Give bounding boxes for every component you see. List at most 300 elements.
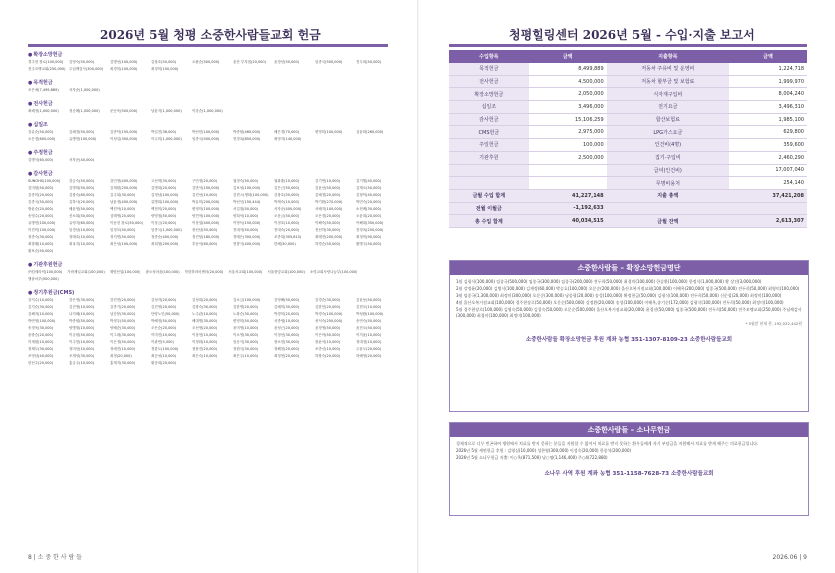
income-item: CMS헌금 <box>449 126 529 139</box>
donor-entry: 정지연(50,000) <box>110 235 136 239</box>
expense-item: 저동차 할부금 및 보험료 <box>607 75 729 88</box>
offering-section <box>28 171 398 255</box>
expense-amount: 1,224,718 <box>729 63 807 75</box>
donor-entry: 박재숙(10,000) <box>274 200 300 204</box>
donor-entry: 김해자(10,000) <box>28 312 54 316</box>
grand-income-label: 총 수입 합계 <box>449 215 529 228</box>
hope-offering-body <box>450 275 808 347</box>
donor-entry: 이은정(50,000) <box>110 340 136 344</box>
donor-entry: 최례진(200,000) <box>315 235 343 239</box>
donor-entry: 김재원(250,000) <box>110 186 138 190</box>
pine-income-line: 2026년 5월 세연헌금 후원 : 김영실(10,000) 성찬영(300,000) 이성숙(20,000) 한종석(200,000) <box>456 448 632 453</box>
donor-entry: 양병철(10,000) <box>69 326 95 330</box>
donor-entry: 전정옥(850,000) <box>233 137 261 141</box>
income-amount: 2,500,000 <box>529 151 607 164</box>
donor-entry: 김진영(20,000) <box>151 305 177 309</box>
donor-entry: 임종국(500,000) <box>192 137 220 141</box>
donor-entry: 서울서교회(100,000) <box>228 270 263 274</box>
donor-entry: 정순례(1,000,000) <box>69 109 100 113</box>
donor-entry: 최은숙(10,000) <box>192 354 218 358</box>
donor-entry: 임경남(10,000) <box>69 228 95 232</box>
total-income-label: 금월 수입 합계 <box>449 189 529 202</box>
donor-entry: 최승성(10,000) <box>151 354 177 358</box>
donor-entry: 김종덕(150,000) <box>110 130 138 134</box>
total-expense-value: 37,421,208 <box>729 189 807 202</box>
donor-entry: 하창숙(20,000) <box>315 354 341 358</box>
donor-entry: 송영수(20,000) <box>28 214 54 218</box>
donor-entry: 조재성(30,000) <box>69 354 95 358</box>
donor-entry: 김명희(50,000) <box>69 186 95 190</box>
donor-entry: 김한명(20,000) <box>233 305 259 309</box>
donor-entry: 소망교회사랑나눔부(100,000) <box>309 270 358 274</box>
table-row <box>449 75 807 88</box>
pine-offering-title: 소중한사람들 – 소나무헌금 <box>450 423 808 437</box>
donor-entry: 장윤석(10,000) <box>315 340 341 344</box>
donor-entry: 주님께감사(300,000) <box>69 67 104 71</box>
donor-list <box>28 87 398 94</box>
title-underline <box>28 44 388 47</box>
donor-entry: 이진미(150,000) <box>28 228 56 232</box>
donor-entry: 김창숙(60,000) <box>69 193 95 197</box>
donor-entry: 경주현 장로(100,000) <box>28 60 64 64</box>
donor-entry: 배은경(70,000) <box>274 130 300 134</box>
income-item: 확장소망헌금 <box>449 88 529 101</box>
hope-offering-box <box>449 260 809 412</box>
donor-entry: 서자준(400,000) <box>274 207 302 211</box>
section-title: ● 주정헌금 <box>28 150 398 157</box>
donor-entry: 정태은(300,000) <box>233 235 261 239</box>
donor-entry: 현향식(400,000) <box>233 242 261 246</box>
donor-entry: 양영철(50,000) <box>151 214 177 218</box>
donor-entry: 강금숙(50,000) <box>69 179 95 183</box>
donor-entry: 김병선(100,000) <box>110 60 138 64</box>
donor-entry: 조영남(40,000) <box>28 354 54 358</box>
donor-entry: 김종미(20,000) <box>28 193 54 197</box>
donor-entry: 정태호(10,000) <box>69 235 95 239</box>
carryover-label: 전월 이월금 <box>449 202 529 215</box>
donor-entry: 김현모(10,000) <box>356 305 382 309</box>
donor-entry: 광오성마을(100,000) <box>145 270 180 274</box>
donor-entry: 방윤순(20,000) <box>28 207 54 211</box>
donor-entry: 변영미(100,000) <box>315 130 343 134</box>
table-row <box>449 126 807 139</box>
donor-entry: 이영득(150,000) <box>233 221 261 225</box>
table-row <box>449 139 807 152</box>
pine-offering-box <box>449 422 809 516</box>
donor-entry: 최희형(200,000) <box>151 242 179 246</box>
donor-entry: 서길철(50,000) <box>233 207 259 211</box>
offering-section <box>28 150 398 164</box>
donor-entry: 박민숙(20,000) <box>356 200 382 204</box>
table-row <box>449 88 807 101</box>
donor-entry: 구민정(20,000) <box>192 179 218 183</box>
donor-list <box>28 269 398 283</box>
donor-entry: 배대명(30,000) <box>192 319 218 323</box>
table-row <box>449 177 807 190</box>
donor-entry: 김윤선(50,000) <box>315 186 341 190</box>
donor-entry: 김진영(10,000) <box>69 305 95 309</box>
donor-entry: 박경숙(100,000) <box>315 312 343 316</box>
donor-entry: 고선혁(30,000) <box>151 179 177 183</box>
section-title: ● 전사헌금 <box>28 101 398 108</box>
income-amount: 4,500,000 <box>529 75 607 88</box>
donor-entry: 북한하라마센터(20,000) <box>184 270 224 274</box>
hope-month-line: 1월 김평식(100,000) 임종국(500,000) 임종국(300,000) 임종국(200,000) 전두희(50,000) 최경미(100,000) 한승환(100,000) 한정식(1,000,000) 황 상진(3,000,000) <box>456 279 762 284</box>
donor-entry: 임정모(50,000) <box>110 228 136 232</box>
donor-entry: 김만석(150,000) <box>192 186 220 190</box>
donor-entry: 하경순(50,000) <box>315 242 341 246</box>
section-title: ● 십일조 <box>28 122 398 129</box>
donor-entry: 김혜미(30,000) <box>274 305 300 309</box>
expense-item: 전기요금 <box>607 101 729 114</box>
donor-entry: 김소금(100,000) <box>233 298 261 302</box>
donor-entry: 황병주(50,000) <box>356 242 382 246</box>
donor-entry: 강유순(50,000) <box>28 130 54 134</box>
donor-entry: 장소현(30,000) <box>274 340 300 344</box>
donor-entry: 이정호(10,000) <box>274 221 300 225</box>
donor-entry: 정해천(20,000) <box>274 347 300 351</box>
donor-entry: 남순봉(30,000) <box>110 312 136 316</box>
donor-entry: 윤미영(10,000) <box>233 326 259 330</box>
donor-entry: 변영미(50,000) <box>233 319 259 323</box>
donor-entry: 김혜정(20,000) <box>315 193 341 197</box>
donor-entry: 조은애(7,499,889) <box>28 88 59 92</box>
donor-entry: 정제도(30,000) <box>28 347 54 351</box>
donor-entry: 유병현(100,000) <box>69 137 97 141</box>
donor-entry: 임운식(30,000) <box>233 340 259 344</box>
income-amount <box>529 177 607 190</box>
donor-entry: 김혜정(50,000) <box>69 130 95 134</box>
donor-entry: 유병현(100,000) <box>28 221 56 225</box>
donor-entry: 황준희(20,000) <box>151 361 177 365</box>
hope-account-info: 소중한사람들 확장소망헌금 후원 계좌 농협 351-1307-8109-23 소중한사람들교회 <box>525 337 733 343</box>
table-row <box>449 63 807 75</box>
donor-entry: 김한민(20,000) <box>315 305 341 309</box>
expense-amount: 1,999,970 <box>729 75 807 88</box>
donor-entry: 오은경(600,000) <box>28 137 56 141</box>
donor-entry: 정종순(400,000) <box>151 235 179 239</box>
donor-entry: 박선민(100,000) <box>192 130 220 134</box>
donor-entry: 박연영(100,000) <box>28 319 56 323</box>
donor-entry: 정진당(180,000) <box>192 235 220 239</box>
donor-entry: 김명희(20,000) <box>151 186 177 190</box>
donor-entry: 유영지(60,000) <box>69 221 95 225</box>
empty-cell <box>729 202 807 215</box>
balance-value: 2,613,307 <box>729 215 807 228</box>
donor-entry: 최은주(10,000) <box>233 354 259 358</box>
income-item <box>449 177 529 190</box>
donor-entry: 최경미(100,000) <box>110 67 138 71</box>
donor-entry: 임종국(1,000,000) <box>151 228 182 232</box>
donor-entry: 박선인(150,444) <box>233 200 261 204</box>
donor-entry: 박성환(100,000) <box>356 312 384 316</box>
hope-month-line: 3월 임종국(1,300,000) 최정미(300,000) 오문순(300,000) 남종평(20,000) 송성(100,000) 확정헌금(50,000) 김평식(100,000) 전두희(50,000) 신준철(20,000) 최정미(100,000) <box>456 293 782 298</box>
offering-section <box>28 122 398 143</box>
income-item: 주일헌금 <box>449 139 529 152</box>
donor-entry: 한선주(20,000) <box>28 361 54 365</box>
donor-entry: 정한도(100,000) <box>151 347 179 351</box>
donor-entry: 이상열(400,000) <box>192 221 220 225</box>
income-item: 십일조 <box>449 101 529 114</box>
section-title: ● 정기후원금(CMS) <box>28 290 398 297</box>
income-item: 감사헌금 <box>449 113 529 126</box>
donor-entry: 윤경선(50,000) <box>274 60 300 64</box>
donor-entry: 전두희(50,000) <box>356 60 382 64</box>
donor-entry: 이상금(20,000) <box>151 221 177 225</box>
table-row <box>449 113 807 126</box>
donor-entry: 김재오(50,000) <box>356 186 382 190</box>
empty-cell <box>607 202 729 215</box>
donor-list <box>28 59 398 73</box>
donor-entry: 서자준(40,000) <box>69 158 95 162</box>
table-row <box>449 164 807 177</box>
donor-entry: 전대숙(20,000) <box>274 228 300 232</box>
donor-entry: 울산 부자집(20,000) <box>233 60 266 64</box>
donor-entry: 단양노인(50,000) <box>151 312 180 316</box>
donor-entry: 강인영(400,000) <box>110 179 138 183</box>
donor-entry: 이해숙(50,000) <box>315 221 341 225</box>
offering-section <box>28 52 398 73</box>
donor-list <box>28 178 398 255</box>
right-page-title: 청평힐링센터 2026년 5월 - 수입·지출 보고서 <box>509 28 755 42</box>
expense-item: 식자재구입비 <box>607 88 729 101</box>
donor-entry: 권화춘(10,000) <box>274 179 300 183</box>
donor-entry: 김형덕(40,000) <box>356 193 382 197</box>
expense-item: 무명비용처 <box>607 177 729 190</box>
col-expense-amount: 금액 <box>729 50 807 63</box>
offering-section <box>28 262 398 283</box>
donor-entry: 김성희(20,000) <box>192 298 218 302</box>
donor-entry: 박기환(270,000) <box>315 200 343 204</box>
donor-entry: 김경순(30,000) <box>315 298 341 302</box>
donor-entry: 심태영(20,000) <box>110 214 136 218</box>
donor-entry: ㈜킴세라믹(100,000) <box>28 270 63 274</box>
hope-month-line: 2월 강정윤(20,000) 김병식(100,000) 김재정(60,000) 박승호(100,000) 오문순(200,000) 울산오복거점교회(100,000) 이혜옥(200,000) 임종국(500,000) 전두희(50,000) 최영미(100,000) <box>456 286 800 291</box>
donor-entry: 서종엽(10,000) <box>274 319 300 323</box>
donor-entry: 김미원(50,000) <box>28 186 54 190</box>
donor-entry: 류병희(100,000) <box>151 200 179 204</box>
donor-entry: 정미선(10,000) <box>69 347 95 351</box>
left-page-title: 2026년 5월 청평 소중한사람들교회 헌금 <box>100 28 321 42</box>
donor-entry: 전대자(50,000) <box>233 228 259 232</box>
donor-entry: 권정숙(50,000) <box>233 179 259 183</box>
donor-entry: 윤성근(20,000) <box>274 326 300 330</box>
donor-entry: 백진아(10,000) <box>110 207 136 211</box>
donor-entry: 최정(20,000) <box>110 354 132 358</box>
donor-entry: 노주관(10,000) <box>192 312 218 316</box>
donor-entry: 오선영(20,000) <box>192 326 218 330</box>
expense-amount: 1,985,100 <box>729 113 807 126</box>
donor-entry: 김성자(20,000) <box>151 298 177 302</box>
donor-entry: 최정미(90,000) <box>356 235 382 239</box>
donor-entry: 박길진(36,000) <box>151 130 177 134</box>
donor-entry: 김창숙(30,000) <box>192 305 218 309</box>
donor-list <box>28 129 398 143</box>
donor-entry: 행솔마루(500,000) <box>28 277 59 281</box>
donor-entry: 이그데(30,000) <box>110 333 136 337</box>
income-amount: 2,050,000 <box>529 88 607 101</box>
expense-item: 급여(인건비) <box>607 164 729 177</box>
donor-entry: 홍금주(10,000) <box>69 361 95 365</box>
donor-entry: 김정남(100,000) <box>151 193 179 197</box>
donor-entry: 문승욱(500,000) <box>110 109 138 113</box>
donor-entry: 박유미(200,000) <box>192 200 220 204</box>
income-amount: 3,496,000 <box>529 101 607 114</box>
donor-entry: 김하사(20,000) <box>69 200 95 204</box>
donor-entry: 전주꼬맹교회(250,000) <box>28 67 66 71</box>
table-carryover-row <box>449 202 807 215</box>
donor-entry: 전선하(30,000) <box>315 228 341 232</box>
donor-entry: 김창호(50,000) <box>151 60 177 64</box>
expense-amount: 8,004,240 <box>729 88 807 101</box>
left-page <box>0 0 417 573</box>
col-income-item: 수입항목 <box>449 50 529 63</box>
income-item: 전사헌금 <box>449 75 529 88</box>
donor-entry: 이판빈(5,000) <box>151 340 174 344</box>
expense-item: 집기·구입비 <box>607 151 729 164</box>
donor-entry: 변영미(100,000) <box>192 207 220 211</box>
donor-entry: 이주현(10,000) <box>69 340 95 344</box>
donor-entry: 주윤도(20,000) <box>356 347 382 351</box>
donor-entry: 남윤정(400,000) <box>110 200 138 204</box>
donor-entry: 조종희(305,815) <box>274 235 302 239</box>
expense-amount: 17,007,040 <box>729 164 807 177</box>
donor-entry: 나지혜(10,000) <box>69 312 95 316</box>
donor-entry: 정종숙(30,000) <box>28 235 54 239</box>
donor-entry: 이해희(350,000) <box>356 221 384 225</box>
donor-entry: 김종기(20,000) <box>110 305 136 309</box>
donor-entry: 송정욱(30,000) <box>28 326 54 330</box>
cumulative-note: * 5월말 현재 총, 192,032,442원 <box>745 321 802 326</box>
hope-month-line: 5월 경주현장로(100,000) 김영숙(50,000) 김창숙(50,000) 오문순(500,000) 울산오복거점교회(20,000) 윤경선(50,000) 임종국(500,000) 전두희(50,000) 전주꼬맹교회(250,000) 주님께감사(300,000) 최경미(100,000) 최정미(100,000) <box>456 307 802 318</box>
donor-entry: 김기연(10,000) <box>315 179 341 183</box>
pine-account-info: 소나무 사역 후원 계좌 농협 351-1158-7628-73 소중한사람들교회 <box>544 471 714 477</box>
section-title: ● 확장소망헌금 <box>28 52 398 59</box>
grand-income-value: 40,034,515 <box>529 215 607 228</box>
donor-entry: 전정옥(250,000) <box>356 228 384 232</box>
donor-entry: 이은아(50,000) <box>315 333 341 337</box>
income-amount: 100,000 <box>529 139 607 152</box>
col-expense-item: 지출항목 <box>607 50 729 63</box>
donor-entry: 계양산업(100,000) <box>109 270 141 274</box>
table-total-row <box>449 189 807 202</box>
donor-entry: 소현례(30,000) <box>356 207 382 211</box>
donor-entry: 오은순(20,000) <box>151 326 177 330</box>
donor-entry: 서울중앙교회(100,000) <box>267 270 305 274</box>
donor-entry: 박정우(50,000) <box>110 319 136 323</box>
expense-item: LPG가스요금 <box>607 126 729 139</box>
income-amount: 2,975,000 <box>529 126 607 139</box>
income-expense-table <box>449 50 807 228</box>
hope-offering-title: 소중한사람들 – 확장소망헌금명단 <box>450 261 808 275</box>
donor-entry: 양희석(10,000) <box>233 214 259 218</box>
donor-entry: 이규원(50,000) <box>69 333 95 337</box>
right-page <box>419 0 835 573</box>
table-row <box>449 151 807 164</box>
expense-amount: 629,800 <box>729 126 807 139</box>
donor-entry: 하혜영(20,000) <box>356 354 382 358</box>
donor-entry: 강진현(20,000) <box>110 298 136 302</box>
donor-entry: 박종원(50,000) <box>69 319 95 323</box>
donor-entry: 이수미(1,000,000) <box>151 137 182 141</box>
donor-entry: 정원국(30,000) <box>233 347 259 351</box>
col-income-amount: 금액 <box>529 50 607 63</box>
donor-entry: 남윤지(1,000,000) <box>151 109 182 113</box>
income-amount: 15,106,259 <box>529 113 607 126</box>
donor-entry: 이미진(10,000) <box>151 333 177 337</box>
donor-entry: 황보순(50,000) <box>28 249 54 253</box>
income-item: 기관후원 <box>449 151 529 164</box>
donor-entry: 임종국(500,000) <box>315 60 343 64</box>
hope-month-line: 4월 울산오복거점교회(100,000) 경주현장로(50,000) 오문순(500,000) 강정환(20,000) 송성(100,000) 이해옥,송기순(172,000) 김평식(100,000) 전두희(50,000) 최정미(100,000) <box>456 300 784 305</box>
donor-entry: 백현미(20,000) <box>151 207 177 211</box>
donor-entry: 강은영(30,000) <box>69 298 95 302</box>
donor-entry: 서자준(1,000,000) <box>69 88 100 92</box>
donor-entry: 최은성(100,000) <box>110 242 138 246</box>
donor-entry: 가락제일교회(100,000) <box>67 270 105 274</box>
donor-entry: 최향래(10,000) <box>28 242 54 246</box>
expense-item: 합산보험료 <box>607 113 729 126</box>
donor-entry: 노화순(30,000) <box>233 312 259 316</box>
donor-entry: 김진선(10,000) <box>192 193 218 197</box>
income-amount: 8,499,889 <box>529 63 607 75</box>
expense-amount: 3,496,310 <box>729 101 807 114</box>
donor-entry: 김현스(생화(100,000) <box>233 193 269 197</box>
expense-item: 저동차 주유비 및 운영비 <box>607 63 729 75</box>
donor-entry: 김윤동(50,000) <box>356 298 382 302</box>
expense-amount: 254,140 <box>729 177 807 190</box>
donor-entry: 강지수(10,000) <box>28 298 54 302</box>
donor-entry: 이소영(30,000) <box>233 333 259 337</box>
donor-entry: 박종원(460,000) <box>233 130 261 134</box>
donor-entry: 추동석(60,000) <box>192 242 218 246</box>
donor-entry: 김주희(30,000) <box>110 193 136 197</box>
donor-entry: 정용진(20,000) <box>192 347 218 351</box>
donor-entry: 심윤화(260,000) <box>356 130 384 134</box>
donor-list <box>28 297 398 367</box>
total-expense-label: 지출 총액 <box>607 189 729 202</box>
table-row <box>449 101 807 114</box>
donor-entry: 윤진오(50,000) <box>356 326 382 330</box>
donor-entry: 정대정(10,000) <box>356 340 382 344</box>
donor-entry: 최정미(100,000) <box>151 67 179 71</box>
donor-entry: 최옥지(10,000) <box>69 242 95 246</box>
donor-entry: 이강순(1,000,000) <box>192 109 223 113</box>
donor-entry: 정예진(10,000) <box>110 347 136 351</box>
pine-expense-line: 2026년 5월 소나무헌금 지출: 이○옥(871,500) 남○명(1,146,400) 주○4(722,880) <box>456 455 608 460</box>
donor-entry: 배윤영(50,000) <box>69 207 95 211</box>
table-header-row <box>449 50 807 63</box>
income-item <box>449 164 529 177</box>
donor-entry: 양진혁(100,000) <box>192 214 220 218</box>
donor-entry: 조종신(10,000) <box>315 347 341 351</box>
offering-section <box>28 290 398 367</box>
section-title: ● 목적헌금 <box>28 80 398 87</box>
donor-entry: 성석숙(250,000) <box>315 319 343 323</box>
donor-entry: 이동천 장로(50,000) <box>110 221 143 225</box>
donor-entry: 송연숙(50,000) <box>356 319 382 323</box>
pine-description: 경제적으로 너무 빈곤하여 병원에서 치료를 받지 못하는 분들을 지원할 수 없어서 치료를 받지 못하는 환우들에게 자기 부담금을 지원해서 치료를 받게 해주는 의료헌금입니다. <box>456 441 759 446</box>
donor-entry: 김종국(50,000) <box>28 200 54 204</box>
pine-offering-body <box>450 437 808 481</box>
donor-entry: 김영해(50,000) <box>274 298 300 302</box>
offering-sections <box>28 52 398 374</box>
donor-entry: 신소희(50,000) <box>69 214 95 218</box>
donor-list <box>28 157 398 164</box>
donor-entry: 홍재지(30,000) <box>110 361 136 365</box>
donor-entry: 이성일(300,000) <box>110 137 138 141</box>
left-page-number: 8 | 소 중 한 사 람 들 <box>28 554 82 561</box>
